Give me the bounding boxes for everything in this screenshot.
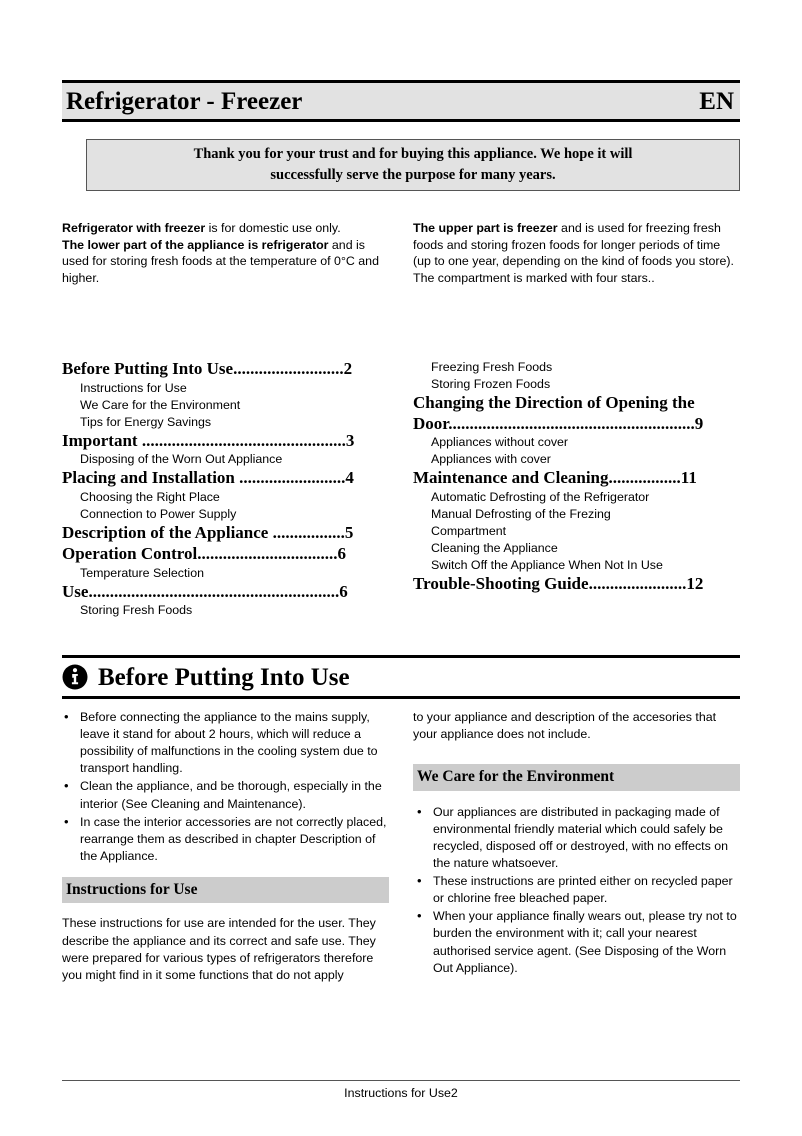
toc-entry[interactable] — [413, 574, 740, 595]
toc-entry-label: Trouble-Shooting Guide — [413, 574, 589, 594]
toc-subentry[interactable]: Connection to Power Supply — [80, 507, 237, 522]
toc-page-number: 2 — [343, 359, 353, 378]
toc-subentry[interactable]: Temperature Selection — [80, 565, 204, 580]
environment-bullet-list — [413, 804, 740, 977]
toc-subentry[interactable]: Cleaning the Appliance — [431, 541, 558, 556]
toc-subentry[interactable]: Manual Defrosting of the Frezing — [431, 507, 611, 522]
toc-entry[interactable] — [62, 544, 389, 565]
toc-leader: .......................... — [233, 359, 344, 378]
body-left-column — [62, 709, 389, 984]
toc-leader: ....................... — [588, 574, 687, 594]
toc-entry[interactable] — [62, 582, 389, 603]
toc-entry-label: Description of the Appliance — [62, 523, 273, 543]
toc-right-column[interactable] — [413, 359, 740, 619]
section-rule-bottom — [62, 696, 740, 699]
toc-leader: ........................................................... — [88, 581, 340, 601]
toc-subentry[interactable]: Tips for Energy Savings — [80, 414, 212, 429]
list-item: • When your appliance finally wears out, please try not to burden the environment with it; call your nearest authorised service agent. (See Disposing of the Worn Out Appliance). — [413, 908, 740, 976]
toc-entry-label: Changing the Direction of Opening the — [413, 392, 695, 412]
intro-left-text-1: is for domestic use only. — [205, 221, 341, 235]
toc-entry[interactable] — [62, 431, 389, 452]
toc-entry[interactable] — [413, 414, 740, 435]
toc-entry-label: Door — [413, 413, 449, 433]
toc-page-number: 5 — [344, 523, 354, 543]
thank-you-line-1: Thank you for your trust and for buying this appliance. We hope it will — [193, 145, 633, 162]
section-title: Before Putting Into Use — [98, 663, 350, 691]
thank-you-line-2: successfully serve the purpose for many years. — [270, 167, 556, 183]
language-code: EN — [699, 87, 734, 115]
toc-entry-label: Before Putting Into Use — [62, 359, 234, 378]
footer-text: Instructions for Use2 — [344, 1086, 458, 1100]
page-title: Refrigerator - Freezer — [66, 87, 303, 115]
thank-you-box — [86, 139, 740, 191]
toc-subentry[interactable]: Appliances with cover — [431, 452, 551, 467]
toc-leader: ................. — [272, 523, 345, 543]
body-columns — [62, 709, 740, 984]
toc-subentry[interactable]: Freezing Fresh Foods — [431, 360, 553, 374]
toc-page-number: 6 — [337, 543, 346, 563]
toc-entry[interactable] — [62, 523, 389, 544]
intro-left-column — [62, 220, 389, 286]
document-title-band — [62, 80, 740, 122]
toc-leader: ................................. — [197, 543, 338, 563]
toc-leader: ......................... — [239, 468, 346, 488]
list-item: • Before connecting the appliance to the mains supply, leave it stand for about 2 hours, which will reduce a possibility of malfunctions in the cooling system due to transport handling. — [62, 709, 389, 777]
toc-page-number: 4 — [345, 468, 354, 488]
toc-page-number: 9 — [694, 413, 704, 433]
toc-page-number: 12 — [686, 574, 704, 594]
toc-subentry[interactable]: We Care for the Environment — [80, 397, 241, 412]
intro-left-text-2: and is used for storing fresh foods at the temperature of 0°C and higher. — [62, 237, 379, 285]
toc-subentry[interactable]: Appliances without cover — [431, 435, 569, 450]
before-use-bullet-list — [62, 709, 389, 865]
table-of-contents — [62, 359, 740, 619]
intro-right-column — [413, 220, 740, 286]
list-item: • These instructions are printed either on recycled paper or chlorine free bleached paper. — [413, 873, 740, 907]
toc-leader: ................. — [608, 468, 681, 488]
toc-entry-label: Operation Control — [62, 543, 198, 563]
list-item: • In case the interior accessories are not correctly placed, rearrange them as described in chapter Description of the Appliance. — [62, 814, 389, 865]
toc-page-number: 3 — [345, 430, 355, 450]
toc-subentry[interactable]: Compartment — [431, 524, 507, 539]
toc-entry-label: Important — [62, 430, 142, 450]
toc-left-column[interactable] — [62, 359, 389, 619]
toc-subentry[interactable]: Switch Off the Appliance When Not In Use — [431, 558, 663, 573]
toc-entry-label: Maintenance and Cleaning — [413, 468, 609, 488]
toc-page-number: 11 — [680, 468, 697, 488]
toc-subentry[interactable]: Disposing of the Worn Out Appliance — [80, 452, 283, 467]
list-item: • Clean the appliance, and be thorough, especially in the interior (See Cleaning and Maintenance). — [62, 778, 389, 812]
instructions-for-use-paragraph: These instructions for use are intended for the user. They describe the appliance and its correct and safe use. They were prepared for various types of refrigerators therefore you might find in it some functions that do not apply — [62, 916, 376, 982]
list-item: • Our appliances are distributed in packaging made of environmental friendly material which could safely be recycled, disposed off or destroyed, with no effects on the nature whatsoever. — [413, 804, 740, 872]
toc-entry[interactable] — [413, 468, 740, 489]
subheading-we-care-for-the-environment: We Care for the Environment — [413, 764, 740, 791]
toc-entry[interactable] — [62, 468, 389, 489]
toc-entry[interactable] — [62, 359, 389, 380]
toc-entry-label: Use — [62, 581, 89, 601]
section-header — [62, 658, 740, 696]
toc-subentry[interactable]: Instructions for Use — [80, 380, 187, 395]
document-page — [62, 0, 740, 1136]
toc-subentry[interactable]: Storing Fresh Foods — [80, 603, 193, 618]
intro-left-bold-2: The lower part of the appliance is refrigerator — [62, 237, 329, 252]
body-right-column — [413, 709, 740, 984]
intro-right-bold-1: The upper part is freezer — [413, 221, 558, 235]
footer-rule — [62, 1080, 740, 1081]
toc-entry[interactable] — [413, 393, 740, 414]
intro-right-text-1: and is used for freezing fresh foods and storing frozen foods for longer periods of time (up to one year, depending on the kind of foods you store). The compartment is marked with four stars.. — [413, 221, 735, 285]
toc-subentry[interactable]: Choosing the Right Place — [80, 490, 220, 505]
subheading-instructions-for-use: Instructions for Use — [62, 877, 389, 904]
info-circle-icon — [62, 664, 88, 690]
instructions-continued-paragraph: to your appliance and description of the accesories that your appliance does not include. — [413, 710, 717, 742]
toc-subentry[interactable]: Storing Frozen Foods — [431, 376, 551, 391]
toc-leader: .......................................................... — [448, 413, 695, 433]
toc-page-number: 6 — [339, 581, 348, 601]
toc-entry-label: Placing and Installation — [62, 468, 240, 488]
intro-left-bold-1: Refrigerator with freezer — [62, 221, 206, 235]
toc-subentry[interactable]: Automatic Defrosting of the Refrigerator — [431, 490, 650, 505]
toc-leader: ................................................ — [141, 430, 346, 450]
intro-columns — [62, 220, 740, 286]
